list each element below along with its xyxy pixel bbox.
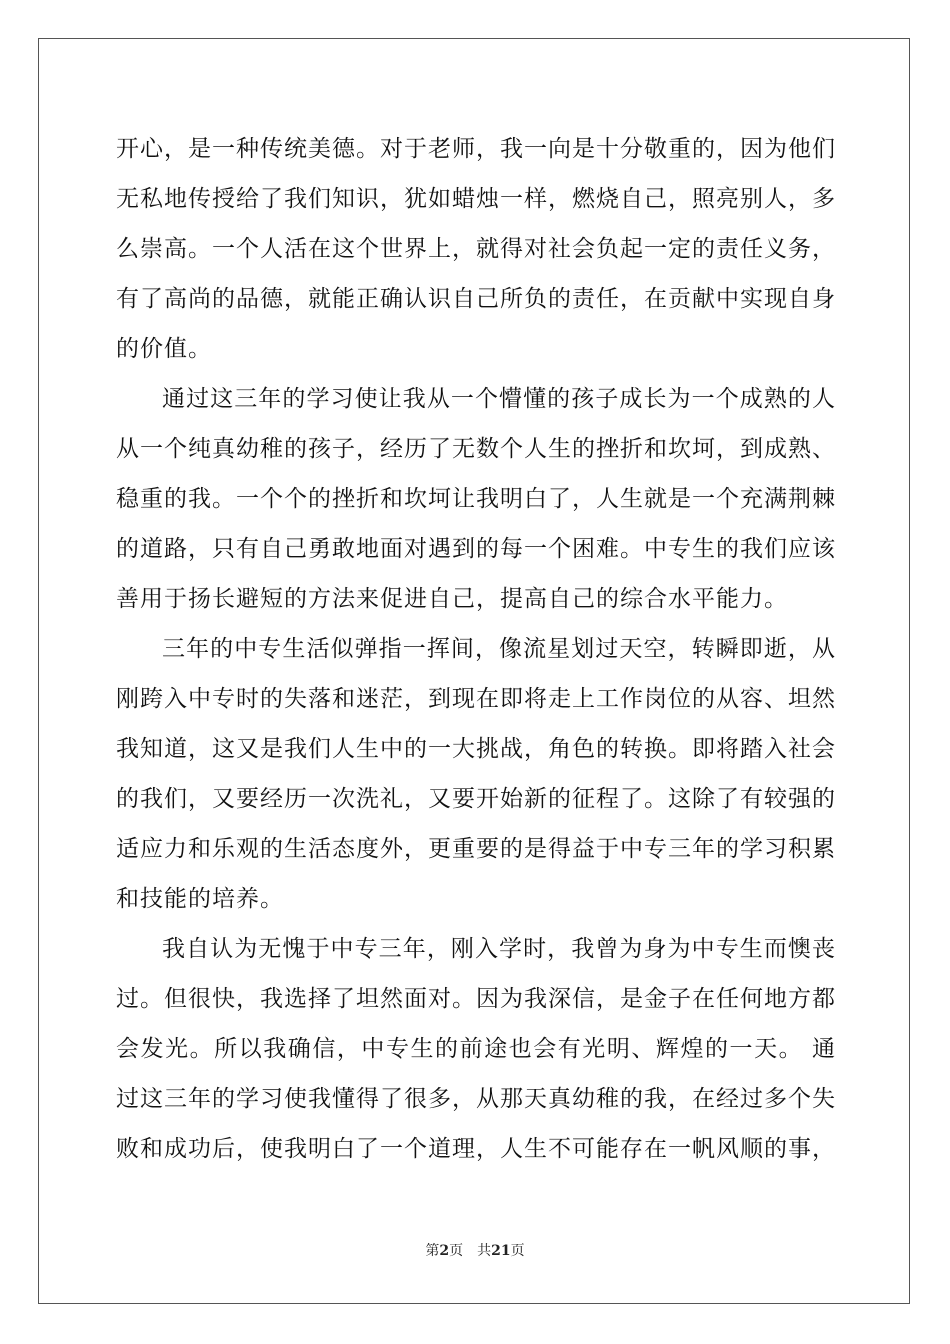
total-prefix: 共 bbox=[477, 1243, 492, 1259]
page-footer bbox=[0, 1240, 950, 1260]
total-suffix: 页 bbox=[510, 1243, 525, 1259]
page-suffix: 页 bbox=[449, 1243, 464, 1259]
document-body bbox=[116, 124, 836, 1174]
paragraph-4: 我自认为无愧于中专三年，刚入学时，我曾为身为中专生而懊丧过。但很快，我选择了坦然面对。因为我深信，是金子在任何地方都会发光。所以我确信，中专生的前途也会有光明、辉煌的一天。 通过这三年的学习使我懂得了很多，从那天真幼稚的我，在经过多个失败和成功后，使我明白了一个道理，人生不可能存在一帆风顺的事， bbox=[116, 936, 836, 1162]
page-number: 2 bbox=[439, 1243, 450, 1259]
paragraph-2: 通过这三年的学习使让我从一个懵懂的孩子成长为一个成熟的人从一个纯真幼稚的孩子，经历了无数个人生的挫折和坎坷，到成熟、稳重的我。一个个的挫折和坎坷让我明白了，人生就是一个充满荆棘的道路，只有自己勇敢地面对遇到的每一个困难。中专生的我们应该善用于扬长避短的方法来促进自己，提高自己的综合水平能力。 bbox=[116, 386, 836, 612]
total-pages: 21 bbox=[491, 1243, 511, 1259]
page-prefix: 第 bbox=[425, 1243, 440, 1259]
paragraph-3: 三年的中专生活似弹指一挥间，像流星划过天空，转瞬即逝，从刚跨入中专时的失落和迷茫，到现在即将走上工作岗位的从容、坦然我知道，这又是我们人生中的一大挑战，角色的转换。即将踏入社会的我们，又要经历一次洗礼，又要开始新的征程了。这除了有较强的适应力和乐观的生活态度外，更重要的是得益于中专三年的学习积累和技能的培养。 bbox=[116, 636, 836, 912]
paragraph-1: 开心，是一种传统美德。对于老师，我一向是十分敬重的，因为他们无私地传授给了我们知识，犹如蜡烛一样，燃烧自己，照亮别人，多么崇高。一个人活在这个世界上，就得对社会负起一定的责任义务，有了高尚的品德，就能正确认识自己所负的责任，在贡献中实现自身的价值。 bbox=[116, 136, 836, 362]
